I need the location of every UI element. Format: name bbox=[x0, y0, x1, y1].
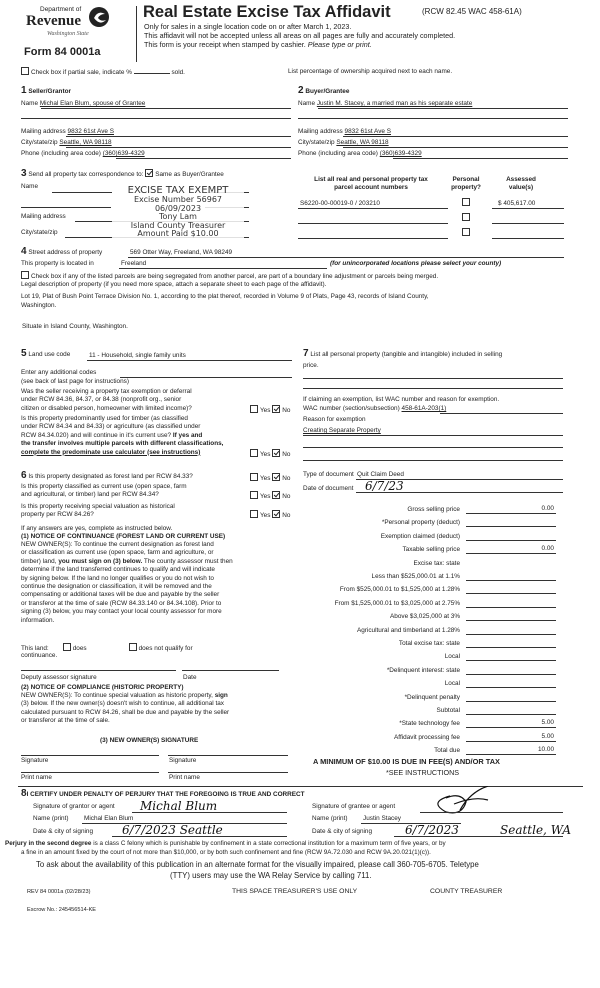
parcel-line bbox=[298, 238, 448, 239]
grantor-signature[interactable]: Michal Blum bbox=[140, 799, 218, 813]
personal-property-checkbox[interactable] bbox=[462, 228, 470, 236]
certify-title: 8I CERTIFY UNDER PENALTY OF PERJURY THAT THE FOREGOING IS TRUE AND CORRECT bbox=[21, 788, 305, 799]
tax-row-line bbox=[466, 674, 556, 675]
additional-codes-label: Enter any additional codes bbox=[21, 369, 97, 376]
grantor-sig-label: Signature of grantor or agent bbox=[33, 803, 115, 810]
seller-phone-value[interactable]: (360)639-4329 bbox=[102, 150, 145, 157]
does-not-checkbox[interactable] bbox=[129, 643, 137, 651]
tax-row-line bbox=[466, 741, 556, 742]
seller-name-value[interactable]: Michal Elan Blum, spouse of Grantee bbox=[39, 100, 146, 107]
print-name-label-2: Print name bbox=[169, 774, 200, 781]
seller-phone-row: Phone (including area code) (360)639-4329 bbox=[21, 150, 145, 157]
additional-codes-note: (see back of last page for instructions) bbox=[21, 378, 129, 385]
tax-row-value[interactable]: 0.00 bbox=[541, 545, 554, 553]
tax-row-label: Exemption claimed (deduct) bbox=[380, 532, 460, 540]
buyer-city-row: City/state/zip Seattle, WA 98118 bbox=[298, 139, 389, 146]
tax-row-label: Gross selling price bbox=[407, 506, 460, 513]
tax-row-line bbox=[466, 620, 556, 621]
tax-row-value[interactable]: 5.00 bbox=[541, 732, 554, 740]
yes-checkbox[interactable] bbox=[250, 491, 258, 499]
no-checkbox[interactable] bbox=[272, 491, 280, 499]
tax-row-line bbox=[466, 634, 556, 635]
timber-question: Is this property predominantly used for timber (as classified under RCW 84.34 and 84.33) or agriculture (as classified under RCW 84.34.020) and will continue in it's current use? If yes and the transfer involves multiple parcels with different classifications, complete the predominate use calculator (see instructions) bbox=[21, 415, 224, 456]
deputy-date-label: Date bbox=[183, 674, 197, 681]
located-note: (for unincorporated locations please select your county) bbox=[330, 260, 502, 267]
grantor-name-label: Name (print) bbox=[33, 815, 69, 822]
tax-row-line bbox=[466, 754, 556, 755]
alt-format-line-2: (TTY) users may use the WA Relay Service by calling 711. bbox=[170, 871, 372, 880]
escrow-number: Escrow No.: 245456514-KE bbox=[27, 907, 97, 913]
assessed-header: Assessed value(s) bbox=[506, 176, 536, 191]
buyer-name-value[interactable]: Justin M. Stacey, a married man as his separate estate bbox=[316, 100, 473, 107]
tax-row-label: Total due bbox=[434, 747, 460, 755]
exemption-yes-no: Yes No bbox=[250, 405, 290, 414]
doc-type-value[interactable]: Quit Claim Deed bbox=[357, 471, 404, 478]
seller-name-line-2 bbox=[21, 118, 291, 119]
assessed-line bbox=[492, 208, 564, 209]
tax-row-line bbox=[466, 701, 556, 702]
grantee-signature[interactable] bbox=[420, 786, 510, 814]
grantor-name-value[interactable]: Michal Elan Blum bbox=[84, 815, 134, 822]
reason-line-2 bbox=[303, 447, 563, 448]
treasurer-use-only: THIS SPACE TREASURER'S USE ONLY bbox=[232, 888, 358, 895]
grantee-date-label: Date & city of signing bbox=[312, 828, 373, 835]
assessed-line bbox=[492, 238, 564, 239]
corr-name-line-2 bbox=[21, 207, 111, 208]
reason-line-3 bbox=[303, 460, 563, 461]
seller-city-value[interactable]: Seattle, WA 98118 bbox=[59, 139, 112, 146]
seller-mail-line bbox=[66, 136, 291, 137]
personal-header: Personal property? bbox=[451, 176, 481, 191]
owner-signature-2-field[interactable] bbox=[168, 755, 288, 756]
located-line bbox=[119, 268, 327, 269]
tax-row-line bbox=[466, 593, 556, 594]
personal-property-cell bbox=[462, 228, 472, 237]
buyer-phone-row: Phone (including area code) (360)639-4329 bbox=[298, 150, 422, 157]
ownership-note: List percentage of ownership acquired next to each name. bbox=[288, 68, 453, 75]
parcel-header: List all real and personal property tax parcel account numbers bbox=[314, 176, 428, 191]
revision: REV 84 0001a (02/28/23) bbox=[27, 889, 91, 895]
grantee-sig-line bbox=[420, 812, 563, 813]
seller-city-row: City/state/zip Seattle, WA 98118 bbox=[21, 139, 112, 146]
grantee-name-label: Name (print) bbox=[312, 815, 348, 822]
seller-phone-line bbox=[116, 158, 291, 159]
additional-codes-field[interactable] bbox=[120, 377, 292, 378]
signature-label-2: Signature bbox=[169, 757, 197, 764]
print-name-label-1: Print name bbox=[21, 774, 52, 781]
exemption-intro: If claiming an exemption, list WAC number and reason for exemption. bbox=[303, 396, 500, 403]
yes-checkbox[interactable] bbox=[250, 510, 258, 518]
assessed-value[interactable]: $ 405,617.00 bbox=[498, 200, 536, 207]
logo-state: Washington State bbox=[47, 31, 89, 37]
personal-property-field[interactable] bbox=[303, 378, 563, 379]
forest-q3-yes-no: Yes No bbox=[250, 510, 290, 519]
personal-property-cell bbox=[462, 198, 472, 207]
tax-row-label: *State technology fee bbox=[399, 720, 460, 728]
owner-print-1-field[interactable] bbox=[21, 772, 159, 773]
yes-checkbox[interactable] bbox=[250, 405, 258, 413]
street-line bbox=[128, 257, 564, 258]
buyer-city-line bbox=[343, 147, 568, 148]
no-checkbox[interactable] bbox=[272, 405, 280, 413]
personal-property-label-2: price. bbox=[303, 362, 319, 369]
form-number: Form 84 0001a bbox=[24, 46, 101, 58]
legal-description-2: Washington. bbox=[21, 302, 57, 309]
tax-row-label: *Delinquent penalty bbox=[404, 693, 460, 701]
tax-row-line bbox=[466, 553, 556, 554]
tax-row-label: Affidavit processing fee bbox=[394, 733, 460, 741]
perjury-line-1: Perjury in the second degree is a class C felony which is punishable by confinement in a state correctional institution for a maximum term of five years, or by bbox=[5, 840, 446, 847]
timber-yes-no: Yes No bbox=[250, 449, 290, 458]
tax-row-value[interactable]: 5.00 bbox=[541, 719, 554, 727]
yes-checkbox[interactable] bbox=[250, 449, 258, 457]
doc-date-value[interactable]: 6/7/23 bbox=[365, 479, 404, 493]
forest-q1-yes-no: Yes No bbox=[250, 473, 290, 482]
legal-description-1: Lot 19, Plat of Bush Point Terrace Division No. 1, according to the plat thereof, recorded in Volume 9 of Plats, Page 43, records of Island County, bbox=[21, 293, 429, 300]
tax-row-label: From $525,000.01 to $1,525,000 at 1.28% bbox=[339, 586, 460, 594]
tax-row-line bbox=[466, 660, 556, 661]
does-checkbox[interactable] bbox=[63, 643, 71, 651]
signature-label-1: Signature bbox=[21, 757, 49, 764]
land-use-label: 5 Land use code bbox=[21, 348, 71, 359]
buyer-name-line-2 bbox=[298, 118, 568, 119]
land-use-value[interactable]: 11 - Household, single family units bbox=[89, 352, 186, 359]
personal-property-label: 7 List all personal property (tangible and intangible) included in selling bbox=[303, 348, 503, 359]
yes-checkbox[interactable] bbox=[250, 473, 258, 481]
buyer-name-row: Name Justin M. Stacey, a married man as his separate estate bbox=[298, 100, 473, 107]
tax-row-label: Subtotal bbox=[436, 707, 460, 714]
minimum-due-note: A MINIMUM OF $10.00 IS DUE IN FEE(S) AND/OR TAX bbox=[313, 757, 500, 766]
buyer-phone-value[interactable]: (360)639-4329 bbox=[379, 150, 422, 157]
corr-city-label: City/state/zip bbox=[21, 229, 58, 236]
owner-signature-1-field[interactable] bbox=[21, 755, 159, 756]
located-label: This property is located in bbox=[21, 260, 94, 267]
seller-mail-value[interactable]: 9832 61st Ave S bbox=[67, 128, 114, 135]
notice-compliance-title: (2) NOTICE OF COMPLIANCE (HISTORIC PROPERTY) bbox=[21, 684, 184, 691]
tax-row-value[interactable]: 10.00 bbox=[538, 746, 554, 754]
tax-row-label: *Personal property (deduct) bbox=[381, 519, 460, 527]
tax-row-label: Above $3,025,000 at 3% bbox=[390, 613, 460, 621]
tax-row-line bbox=[466, 647, 556, 648]
land-use-line bbox=[87, 360, 292, 361]
seller-name-line bbox=[41, 108, 291, 109]
grantee-sig-label: Signature of grantee or agent bbox=[312, 803, 396, 810]
new-owner-signature-title: (3) NEW OWNER(S) SIGNATURE bbox=[100, 737, 199, 744]
located-value[interactable]: Freeland bbox=[121, 260, 147, 267]
parcel-line bbox=[298, 208, 448, 209]
tax-row-line bbox=[466, 526, 556, 527]
street-value[interactable]: 569 Otter Way, Freeland, WA 98249 bbox=[130, 249, 233, 256]
alt-format-line-1: To ask about the availability of this publication in an alternate format for the visually impaired, please call 360-705-6705. Teletype bbox=[36, 860, 479, 869]
forest-q2-yes-no: Yes No bbox=[250, 491, 290, 500]
buyer-heading: 2 Buyer/Grantee bbox=[298, 85, 350, 96]
partial-sale-row: Check box if partial sale, indicate % sold. bbox=[21, 67, 185, 76]
tax-row-label: Local bbox=[444, 680, 460, 688]
corr-name-label: Name bbox=[21, 183, 39, 190]
corr-name-field[interactable] bbox=[52, 192, 112, 193]
tax-row-label: From $1,525,000.01 to $3,025,000 at 2.75% bbox=[334, 599, 460, 607]
grantor-date-label: Date & city of signing bbox=[33, 828, 94, 835]
forest-q3: Is this property receiving special valuation as historical property per RCW 84.26? bbox=[21, 503, 175, 519]
deputy-date-field[interactable] bbox=[182, 670, 279, 671]
notice-compliance-text: NEW OWNER(S): To continue special valuation as historic property, sign (3) below. If the new owner(s) doesn't wish to continue, all additional tax calculated pursuant to RCW 84.26, shall be due and payable by the seller or transferor at the time of sale. bbox=[21, 692, 230, 725]
form-citation: (RCW 82.45 WAC 458-61A) bbox=[422, 7, 522, 16]
partial-sale-percent-field[interactable] bbox=[134, 73, 170, 74]
grantor-date-line bbox=[112, 836, 287, 837]
header-divider bbox=[136, 6, 137, 62]
reason-label: Reason for exemption bbox=[303, 416, 366, 423]
same-as-buyer-checkbox[interactable] bbox=[145, 169, 153, 177]
tax-row-label: Agricultural and timberland at 1.28% bbox=[356, 626, 460, 634]
continuance-text: continuance. bbox=[21, 652, 58, 659]
segregated-row: Check box if any of the listed parcels are being segregated from another parcel, are part of a boundary line adjustment or parcels being merged. bbox=[21, 271, 438, 280]
buyer-mail-row: Mailing address 9832 61st Ave S bbox=[298, 128, 391, 135]
header-line-2: This affidavit will not be accepted unless all areas on all pages are fully and accurately completed. bbox=[144, 31, 456, 40]
buyer-phone-line bbox=[393, 158, 568, 159]
tax-row-label: Less than $525,000.01 at 1.1% bbox=[371, 573, 460, 580]
see-instructions: *SEE INSTRUCTIONS bbox=[386, 768, 460, 777]
assessed-line bbox=[492, 223, 564, 224]
dor-emblem-icon bbox=[88, 6, 110, 28]
seller-name-row: Name Michal Elan Blum, spouse of Grantee bbox=[21, 100, 146, 107]
personal-property-field-2[interactable] bbox=[303, 388, 563, 389]
deputy-signature-field[interactable] bbox=[21, 670, 176, 671]
tax-row-label: *Delinquent interest: state bbox=[386, 666, 460, 674]
buyer-mail-line bbox=[343, 136, 568, 137]
buyer-name-line bbox=[318, 108, 568, 109]
county-treasurer: COUNTY TREASURER bbox=[430, 888, 503, 895]
grantee-date-value[interactable]: 6/7/2023 bbox=[405, 823, 459, 837]
doc-date-line bbox=[356, 492, 563, 493]
tax-row-line bbox=[466, 687, 556, 688]
wac-line bbox=[440, 413, 563, 414]
grantor-sig-line bbox=[132, 812, 287, 813]
grantor-date-value[interactable]: 6/7/2023 Seattle bbox=[122, 823, 223, 837]
tax-row-label: Taxable selling price bbox=[402, 546, 460, 554]
seller-city-line bbox=[66, 147, 291, 148]
doc-type-label: Type of document bbox=[303, 471, 354, 478]
no-checkbox[interactable] bbox=[272, 510, 280, 518]
legal-label: Legal description of property (if you need more space, attach a separate sheet to each page of the affidavit). bbox=[21, 281, 327, 288]
owner-print-2-field[interactable] bbox=[168, 772, 288, 773]
logo-dept: Department of bbox=[40, 6, 82, 13]
tax-row-line bbox=[466, 714, 556, 715]
segregated-checkbox[interactable] bbox=[21, 271, 29, 279]
this-land-row: This land: does does not qualify for bbox=[21, 645, 193, 652]
parcel-line bbox=[298, 223, 448, 224]
header-line-3: This form is your receipt when stamped by cashier. Please type or print. bbox=[144, 40, 372, 49]
no-checkbox[interactable] bbox=[272, 473, 280, 481]
corr-mail-label: Mailing address bbox=[21, 213, 66, 220]
form-title: Real Estate Excise Tax Affidavit bbox=[143, 3, 391, 21]
legal-description-3: Situate in Island County, Washington. bbox=[22, 323, 128, 330]
tax-row-label: Local bbox=[444, 653, 460, 661]
seller-heading: 1 Seller/Grantor bbox=[21, 85, 71, 96]
tax-row-line bbox=[466, 580, 556, 581]
seller-mail-row: Mailing address 9832 61st Ave S bbox=[21, 128, 114, 135]
forest-q1: 6 Is this property designated as forest land per RCW 84.33? bbox=[21, 470, 193, 481]
personal-property-cell bbox=[462, 213, 472, 222]
tax-row-value[interactable]: 0.00 bbox=[541, 505, 554, 512]
logo-name: Revenue bbox=[26, 13, 81, 29]
grantee-name-value[interactable]: Justin Stacey bbox=[363, 815, 402, 822]
grantee-city-value[interactable]: Seattle, WA bbox=[500, 823, 572, 837]
notice-continuance-title: (1) NOTICE OF CONTINUANCE (FOREST LAND OR CURRENT USE) bbox=[21, 533, 226, 540]
forest-intro: If any answers are yes, complete as instructed below. bbox=[21, 525, 173, 532]
buyer-city-value[interactable]: Seattle, WA 98118 bbox=[336, 139, 389, 146]
buyer-mail-value[interactable]: 9832 61st Ave S bbox=[344, 128, 391, 135]
treasurer-exempt-stamp: EXCISE TAX EXEMPT Excise Number 56967 06/09/2023 Tony Lam Island County Treasurer Amount Paid $10.00 bbox=[112, 186, 244, 239]
exemption-question: Was the seller receiving a property tax exemption or deferral under RCW 84.36, 84.37, or 84.38 (nonprofit org., senior citizen or disabled person, homeowner with limited income)? bbox=[21, 388, 192, 412]
reason-value[interactable]: Creating Separate Property bbox=[303, 427, 381, 434]
perjury-line-2: a fine in an amount fixed by the court of not more than $10,000, or by both such confinement and fine (RCW 9A.72.030 and RCW 9A.20.021(1)(c)). bbox=[21, 849, 431, 856]
tax-row-line bbox=[466, 540, 556, 541]
doc-date-label: Date of document bbox=[303, 485, 354, 492]
wac-value[interactable]: 458-61A-203(1) bbox=[401, 405, 447, 412]
forest-q2: Is this property classified as current use (open space, farm and agricultural, or timber) land per RCW 84.34? bbox=[21, 483, 187, 499]
grantee-date-line bbox=[394, 836, 563, 837]
tax-row-label: Total excise tax: state bbox=[398, 640, 460, 647]
wac-label: WAC number (section/subsection) 458-61A-203(1) bbox=[303, 405, 447, 412]
notice-continuance-text: NEW OWNER(S): To continue the current designation as forest land or classification as current use (open space, farm and agriculture, or timber) land, you must sign on (3) below. The county assessor must then determine if the land transferred continues to qualify and will indicate by signing below. If the land no longer qualifies or you do not wish to continue the designation or classification, it will be removed and the compensating or additional taxes will be due and payable by the seller or transferor at the time of sale (RCW 84.33.140 or 84.34.108). Prior to signing (3) below, you may contact your local county assessor for more information. bbox=[21, 541, 233, 624]
personal-property-checkbox[interactable] bbox=[462, 198, 470, 206]
header-line-1: Only for sales in a single location code on or after March 1, 2023. bbox=[144, 22, 352, 31]
deputy-signature-label: Deputy assessor signature bbox=[21, 674, 97, 681]
street-label: 4 Street address of property bbox=[21, 246, 103, 257]
tax-row-label: Excise tax: state bbox=[413, 559, 460, 567]
correspondence-label: 3 Send all property tax correspondence to: Same as Buyer/Grantee bbox=[21, 168, 224, 179]
reason-line bbox=[303, 435, 563, 436]
personal-property-checkbox[interactable] bbox=[462, 213, 470, 221]
tax-row-line bbox=[466, 513, 556, 514]
tax-row-line bbox=[466, 727, 556, 728]
partial-sale-checkbox[interactable] bbox=[21, 67, 29, 75]
parcel-number[interactable]: S6220-00-00019-0 / 203210 bbox=[300, 200, 380, 207]
tax-row-line bbox=[466, 607, 556, 608]
no-checkbox[interactable] bbox=[272, 449, 280, 457]
